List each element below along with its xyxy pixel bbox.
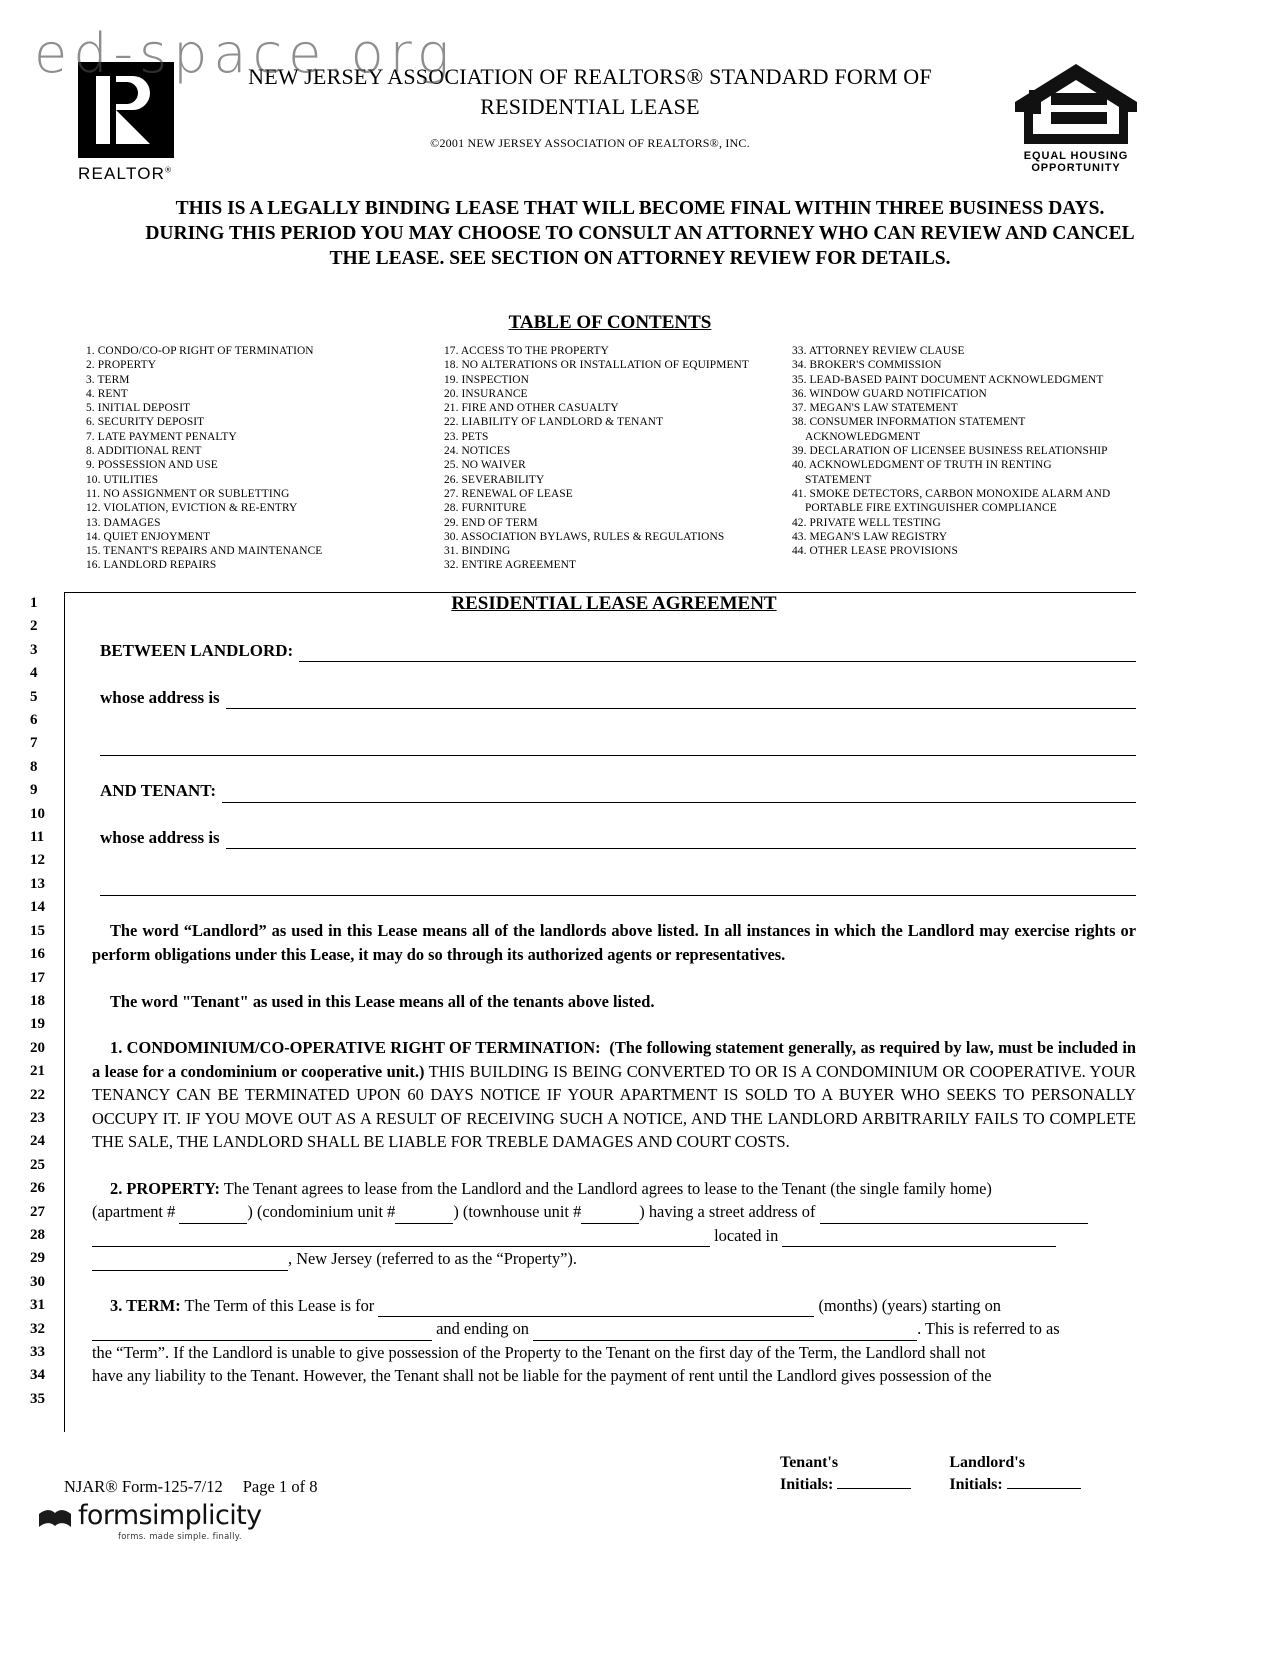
spacer <box>92 1271 1136 1294</box>
landlord-field-row <box>92 639 1136 662</box>
line-number: 34 <box>30 1367 45 1384</box>
landlord-address-input-2[interactable] <box>100 738 1136 756</box>
toc-item: 6. SECURITY DEPOSIT <box>86 416 205 429</box>
section-3-text-a: The Term of this Lease is for <box>184 1295 379 1315</box>
tenant-initials-label-2: Initials: <box>780 1474 911 1496</box>
toc-item: 44. OTHER LEASE PROVISIONS <box>792 545 958 558</box>
line-number: 33 <box>30 1344 45 1360</box>
toc-item: 24. NOTICES <box>444 445 511 458</box>
toc-item: 14. QUIET ENJOYMENT <box>86 530 211 543</box>
toc-item: 2. PROPERTY <box>86 359 157 372</box>
toc-item: 15. TENANT'S REPAIRS AND MAINTENANCE <box>86 545 323 558</box>
line-number: 22 <box>30 1086 45 1103</box>
term-end-date-input[interactable] <box>533 1325 917 1341</box>
toc-item: 40. ACKNOWLEDGMENT OF TRUTH IN RENTING <box>792 459 1052 472</box>
line-number: 26 <box>30 1180 45 1197</box>
line-number: 29 <box>30 1250 45 1267</box>
line-number: 12 <box>30 852 45 869</box>
spacer <box>92 615 1136 638</box>
warning-line-1: THIS IS A LEGALLY BINDING LEASE THAT WILL BECOME FINAL WITHIN THREE BUSINESS DAYS. <box>175 198 1105 219</box>
line-number: 20 <box>30 1039 45 1056</box>
line-number: 27 <box>30 1203 45 1220</box>
table-of-contents <box>86 344 1146 573</box>
new-jersey-property-label: , New Jersey (referred to as the “Property”). <box>288 1249 577 1269</box>
street-address-input-2[interactable] <box>92 1231 710 1247</box>
spacer <box>92 896 1136 919</box>
toc-item: 5. INITIAL DEPOSIT <box>86 402 191 415</box>
toc-item: 42. PRIVATE WELL TESTING <box>792 516 941 529</box>
toc-item: 1. CONDO/CO-OP RIGHT OF TERMINATION <box>86 345 314 357</box>
line-number: 15 <box>30 922 45 939</box>
tenant-address-input-2[interactable] <box>100 878 1136 896</box>
spacer <box>92 1013 1136 1036</box>
toc-item: 22. LIABILITY OF LANDLORD & TENANT <box>444 416 664 429</box>
section-3-term-line-4: have any liability to the Tenant. However, the Tenant shall not be liable for the payment of rent until the Landlord gives possession of the <box>92 1366 992 1386</box>
realtor-leg-icon <box>116 110 150 144</box>
eho-line-2: OPPORTUNITY <box>1031 162 1121 174</box>
townhouse-unit-label: ) (townhouse unit # <box>453 1202 582 1222</box>
line-number: 13 <box>30 875 45 892</box>
landlord-address-label: whose address is <box>100 687 220 707</box>
section-2-property-line-1 <box>92 1177 1136 1200</box>
toc-item: 43. MEGAN'S LAW REGISTRY <box>792 530 948 543</box>
toc-item-continuation: ACKNOWLEDGMENT <box>805 430 921 443</box>
spacer <box>92 803 1136 826</box>
table-of-contents-title: TABLE OF CONTENTS <box>508 312 712 333</box>
line-number: 4 <box>30 665 38 682</box>
lease-text-column <box>92 592 1136 1388</box>
toc-item: 41. SMOKE DETECTORS, CARBON MONOXIDE ALARM AND <box>792 487 1111 500</box>
section-3-text-c: and ending on <box>432 1319 534 1339</box>
toc-item: 19. INSPECTION <box>444 373 529 386</box>
tenant-name-input[interactable] <box>222 785 1136 803</box>
tenant-definition-paragraph: The word "Tenant" as used in this Lease means all of the tenants above listed. <box>110 991 655 1011</box>
tenant-initials-label-1: Tenant's <box>780 1454 839 1471</box>
watermark-text: ed-space.org <box>34 22 456 85</box>
line-number: 25 <box>30 1156 45 1173</box>
toc-item-continuation: STATEMENT <box>805 473 872 486</box>
toc-item: 7. LATE PAYMENT PENALTY <box>86 430 237 443</box>
spacer <box>92 849 1136 872</box>
street-address-input[interactable] <box>820 1208 1088 1224</box>
landlord-address-field-row <box>92 686 1136 709</box>
landlord-definition-paragraph: The word “Landlord” as used in this Lease means all of the landlords above listed. In all instances in which the Landlord may exercise rights or perform obligations under this Lease, it may do so through its authorized agents or representatives. <box>92 921 1136 964</box>
toc-item: 27. RENEWAL OF LEASE <box>444 487 573 500</box>
toc-item: 32. ENTIRE AGREEMENT <box>444 559 577 572</box>
section-2-property-line-3 <box>92 1224 1136 1247</box>
toc-item: 21. FIRE AND OTHER CASUALTY <box>444 402 619 415</box>
term-start-date-input[interactable] <box>92 1325 432 1341</box>
initials-block <box>780 1452 1081 1496</box>
landlord-initials-input[interactable] <box>1007 1474 1081 1489</box>
form-title-line-1: NEW JERSEY ASSOCIATION OF REALTORS® STANDARD FORM OF <box>248 64 932 89</box>
agreement-title: RESIDENTIAL LEASE AGREEMENT <box>451 593 777 614</box>
section-1-caps-text: THIS BUILDING IS BEING CONVERTED TO OR IS A CONDOMINIUM OR COOPERATIVE. YOUR TENANCY CAN BE TERMINATED UPON 60 DAYS NOTICE IF YOUR APARTMENT IS SOLD TO A BUYER WHO SEEKS TO PERSONALLY OCCUPY IT. IF YOU MOVE OUT AS A RESULT OF RECEIVING SUCH A NOTICE, AND THE LANDLORD ARBITRARILY FAILS TO COMPLETE THE SALE, THE LANDLORD SHALL BE LIABLE FOR TREBLE DAMAGES AND COURT COSTS. <box>92 1061 1136 1152</box>
toc-item: 13. DAMAGES <box>86 516 161 529</box>
tenant-field-row <box>92 779 1136 802</box>
tenant-label: AND TENANT: <box>100 781 217 801</box>
toc-item: 23. PETS <box>444 430 489 443</box>
equal-housing-opportunity-logo <box>1010 60 1142 174</box>
toc-item: 30. ASSOCIATION BYLAWS, RULES & REGULATIONS <box>444 530 725 543</box>
spacer <box>92 709 1136 732</box>
toc-column-3 <box>792 344 1146 573</box>
line-number: 30 <box>30 1273 45 1290</box>
toc-item: 28. FURNITURE <box>444 502 527 515</box>
located-in-label: located in <box>710 1225 783 1245</box>
formsimplicity-logo <box>38 1502 261 1541</box>
line-number: 31 <box>30 1297 45 1314</box>
line-number: 11 <box>30 829 45 846</box>
section-2-property-line-2 <box>92 1200 1136 1223</box>
landlord-address-line-2-row <box>92 732 1136 755</box>
line-number: 35 <box>30 1390 45 1407</box>
apartment-number-input[interactable] <box>179 1208 247 1224</box>
tenant-address-label: whose address is <box>100 827 220 847</box>
line-number: 10 <box>30 805 45 822</box>
term-length-input[interactable] <box>378 1301 814 1317</box>
line-number: 18 <box>30 992 45 1009</box>
street-address-label: ) having a street address of <box>639 1202 820 1222</box>
section-1-condominium-termination <box>92 1036 1136 1153</box>
toc-column-1 <box>86 344 444 573</box>
toc-item: 9. POSSESSION AND USE <box>86 459 218 472</box>
toc-item: 12. VIOLATION, EVICTION & RE-ENTRY <box>86 502 298 515</box>
apartment-number-label: (apartment # <box>92 1202 180 1222</box>
section-3-text-d: . This is referred to as <box>917 1319 1060 1339</box>
tenant-address-line-2-row <box>92 873 1136 896</box>
landlord-address-input[interactable] <box>226 691 1136 709</box>
line-number: 17 <box>30 969 45 986</box>
line-number: 23 <box>30 1109 45 1126</box>
toc-item: 18. NO ALTERATIONS OR INSTALLATION OF EQUIPMENT <box>444 359 749 372</box>
condominium-unit-input[interactable] <box>395 1208 453 1224</box>
section-3-term-line-1 <box>92 1294 1136 1317</box>
condo-unit-label: ) (condominium unit # <box>247 1202 396 1222</box>
line-number: 6 <box>30 712 38 729</box>
legal-warning-block <box>120 196 1160 271</box>
line-number-divider <box>64 592 65 1432</box>
tenant-initials-input[interactable] <box>837 1474 911 1489</box>
section-3-term-line-2 <box>92 1317 1136 1340</box>
section-1-paren-note: (The following statement generally, as required by law, must be included in a lease for a condominium or cooperative unit.) <box>92 1038 1137 1081</box>
toc-item: 10. UTILITIES <box>86 473 159 486</box>
formsimplicity-name: formsimplicity <box>78 1500 262 1531</box>
toc-item: 16. LANDLORD REPAIRS <box>86 559 217 572</box>
line-number: 5 <box>30 688 38 705</box>
landlord-label: BETWEEN LANDLORD: <box>100 640 294 660</box>
toc-item: 17. ACCESS TO THE PROPERTY <box>444 345 609 357</box>
spacer <box>92 966 1136 989</box>
lease-body <box>30 592 1137 1432</box>
landlord-initials-label-1: Landlord's <box>949 1454 1025 1471</box>
toc-item: 25. NO WAIVER <box>444 459 526 472</box>
toc-item: 37. MEGAN'S LAW STATEMENT <box>792 402 958 415</box>
line-numbers <box>30 592 58 1411</box>
municipality-input-2[interactable] <box>92 1255 288 1271</box>
tenant-address-input[interactable] <box>226 831 1136 849</box>
spacer <box>92 662 1136 685</box>
spacer <box>92 1154 1136 1177</box>
line-number: 8 <box>30 758 38 775</box>
section-2-property-line-4 <box>92 1247 1136 1270</box>
toc-item: 34. BROKER'S COMMISSION <box>792 359 942 372</box>
line-number: 28 <box>30 1226 45 1243</box>
toc-item: 8. ADDITIONAL RENT <box>86 445 202 458</box>
toc-item: 3. TERM <box>86 373 130 386</box>
section-3-heading: 3. TERM: <box>110 1295 181 1315</box>
form-number: NJAR® Form-125-7/12 <box>64 1477 223 1496</box>
open-book-icon <box>38 1508 72 1530</box>
line-number: 19 <box>30 1016 45 1033</box>
eho-line-1: EQUAL HOUSING <box>1023 150 1129 162</box>
toc-item-continuation: PORTABLE FIRE EXTINGUISHER COMPLIANCE <box>805 502 1057 515</box>
line-number: 9 <box>30 782 38 799</box>
toc-item: 31. BINDING <box>444 545 511 558</box>
landlord-initials-label-2: Initials: <box>949 1474 1080 1496</box>
section-3-text-b: (months) (years) starting on <box>814 1295 1002 1315</box>
line-number: 21 <box>30 1063 45 1080</box>
spacer <box>92 756 1136 779</box>
line-number: 3 <box>30 641 38 658</box>
warning-line-2: DURING THIS PERIOD YOU MAY CHOOSE TO CONSULT AN ATTORNEY WHO CAN REVIEW AND CANCEL <box>145 223 1135 244</box>
toc-item: 26. SEVERABILITY <box>444 473 545 486</box>
formsimplicity-tagline: forms. made simple. finally. <box>118 1531 242 1541</box>
equal-housing-house-icon <box>1011 60 1141 148</box>
line-number: 14 <box>30 899 45 916</box>
form-identifier <box>64 1477 317 1497</box>
line-number: 32 <box>30 1320 45 1337</box>
section-3-term-line-3: the “Term”. If the Landlord is unable to give possession of the Property to the Tenant on the first day of the Term, the Landlord shall not <box>92 1342 986 1362</box>
line-number: 2 <box>30 618 38 635</box>
section-2-heading: 2. PROPERTY: <box>110 1178 220 1198</box>
warning-line-3: THE LEASE. SEE SECTION ON ATTORNEY REVIEW FOR DETAILS. <box>329 248 951 269</box>
formsimplicity-wordmark <box>78 1502 261 1541</box>
toc-item: 36. WINDOW GUARD NOTIFICATION <box>792 387 987 400</box>
toc-item: 20. INSURANCE <box>444 387 528 400</box>
toc-item: 38. CONSUMER INFORMATION STATEMENT <box>792 416 1026 429</box>
page-number: Page 1 of 8 <box>242 1477 318 1496</box>
equal-housing-text <box>1010 150 1142 174</box>
section-1-heading: 1. CONDOMINIUM/CO-OPERATIVE RIGHT OF TERMINATION: <box>110 1038 601 1058</box>
section-2-text-a: The Tenant agrees to lease from the Landlord and the Landlord agrees to lease to the Tenant (the single family home) <box>223 1178 992 1198</box>
landlord-initials-group <box>949 1452 1080 1496</box>
tenant-initials-group <box>780 1452 911 1496</box>
copyright-notice: ©2001 NEW JERSEY ASSOCIATION OF REALTORS®, INC. <box>430 136 750 150</box>
landlord-name-input[interactable] <box>299 644 1136 662</box>
toc-item: 11. NO ASSIGNMENT OR SUBLETTING <box>86 487 290 500</box>
municipality-input[interactable] <box>782 1231 1056 1247</box>
toc-item: 35. LEAD-BASED PAINT DOCUMENT ACKNOWLEDGMENT <box>792 373 1104 386</box>
toc-item: 33. ATTORNEY REVIEW CLAUSE <box>792 345 965 357</box>
toc-column-2 <box>444 344 792 573</box>
toc-item: 29. END OF TERM <box>444 516 538 529</box>
line-number: 7 <box>30 735 38 752</box>
form-title-line-2: RESIDENTIAL LEASE <box>480 94 700 119</box>
line-number: 1 <box>30 595 38 611</box>
line-number: 16 <box>30 946 45 963</box>
toc-item: 39. DECLARATION OF LICENSEE BUSINESS RELATIONSHIP <box>792 445 1108 458</box>
toc-item: 4. RENT <box>86 387 128 400</box>
line-number: 24 <box>30 1133 45 1150</box>
tenant-address-field-row <box>92 826 1136 849</box>
realtor-logo-word: REALTOR® <box>78 164 173 183</box>
townhouse-unit-input[interactable] <box>581 1208 639 1224</box>
